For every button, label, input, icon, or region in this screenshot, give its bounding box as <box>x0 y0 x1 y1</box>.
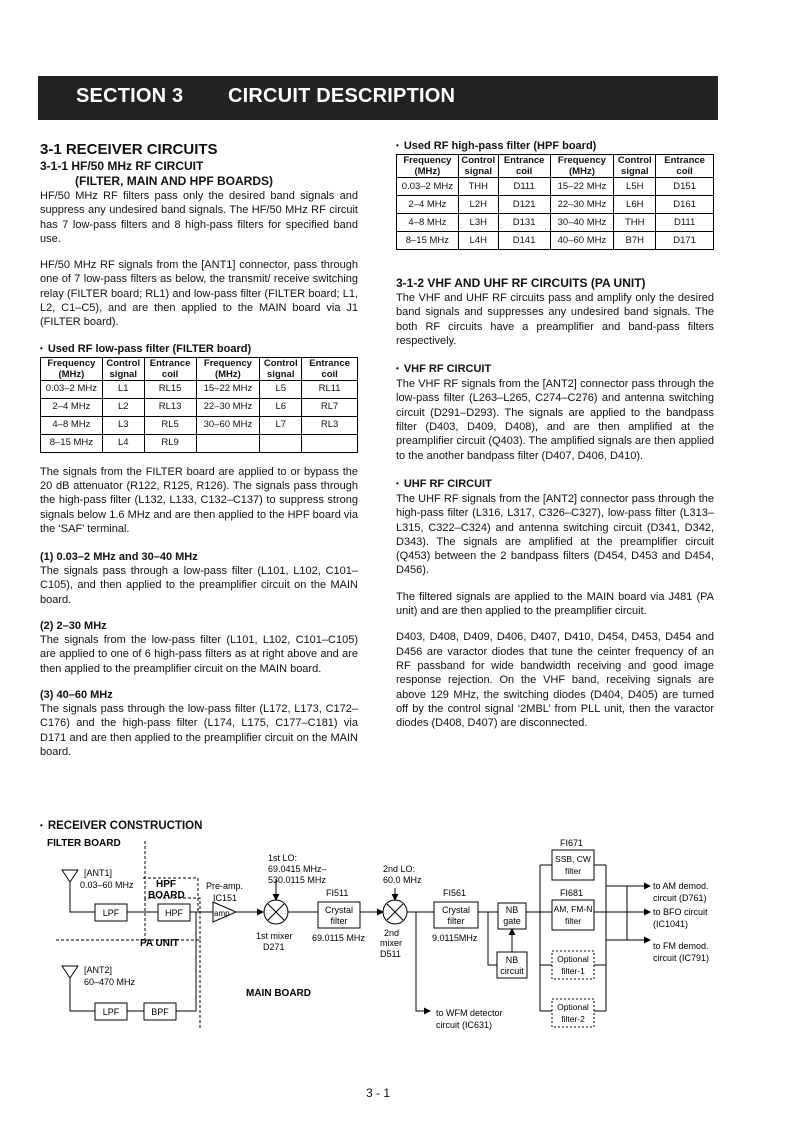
table-header-cell: Control signal <box>260 357 302 380</box>
table-cell: 22–30 MHz <box>196 398 260 416</box>
table-cell: D151 <box>656 178 714 196</box>
fi681-label: FI681 <box>560 888 584 898</box>
lpf2-block: LPF <box>102 1007 120 1017</box>
paragraph: The signals from the low-pass filter (L101, L102, C101–C105) are applied to one of 6 high-pass filters as at right above and are then applied to the preamplifier circuit on the MAIN board. <box>40 634 358 675</box>
section-title: CIRCUIT DESCRIPTION <box>228 85 456 107</box>
amp-block: amp <box>214 909 230 918</box>
table-cell: D111 <box>498 178 550 196</box>
table-header-cell: Frequency (MHz) <box>397 155 459 178</box>
hpf-board-label: HPF <box>156 879 176 890</box>
table-header-cell: Frequency (MHz) <box>196 357 260 380</box>
lo1-freq: 530.0115 MHz <box>268 875 326 885</box>
table-cell: D141 <box>498 232 550 250</box>
table-cell: RL11 <box>302 380 358 398</box>
table-cell: L1 <box>102 380 144 398</box>
heading-vhf: • VHF RF CIRCUIT <box>396 362 714 377</box>
diagram-title: • RECEIVER CONSTRUCTION <box>40 819 202 834</box>
mixer2-ref: D511 <box>380 949 401 959</box>
table-cell: 2–4 MHz <box>397 196 459 214</box>
crystal2-block: filter <box>447 916 465 926</box>
heading-hf-rf-boards: (FILTER, MAIN AND HPF BOARDS) <box>75 174 273 188</box>
section-header <box>38 76 718 120</box>
table-cell: 22–30 MHz <box>550 196 614 214</box>
paragraph: The signals from the FILTER board are applied to or bypass the 20 dB attenuator (R122, R125, R126). The signals pass through the high-pass filter (L132, L133, C132–C137) to suppress strong signals below 1.6 MHz and are then applied to the HPF board via the ‘SAF’ terminal. <box>40 465 358 535</box>
table-cell: L5H <box>614 178 656 196</box>
lpf-table <box>40 357 358 453</box>
mixer1-label: 1st mixer <box>256 931 293 941</box>
preamp-ic: IC151 <box>213 893 238 903</box>
table-cell: THH <box>614 214 656 232</box>
ant2-range: 60–470 MHz <box>84 977 136 987</box>
table-header-cell: Entrance coil <box>302 357 358 380</box>
optional-filter-1: Optional <box>557 954 589 964</box>
table-cell: RL13 <box>144 398 196 416</box>
heading-hf-rf: 3-1-1 HF/50 MHz RF CIRCUIT <box>40 159 204 173</box>
table-cell: L5 <box>260 380 302 398</box>
table-cell: 2–4 MHz <box>41 398 103 416</box>
table-cell: 40–60 MHz <box>550 232 614 250</box>
optional-filter-1: filter-1 <box>561 966 585 976</box>
ant2-label: [ANT2] <box>84 965 113 975</box>
paragraph: HF/50 MHz RF filters pass only the desired band signals and suppress any undesired band signals. The HF/50 MHz RF circuit has 7 low-pass filters and 8 high-pass filters for specified band use. <box>40 190 358 245</box>
mixer2-label: 2nd <box>384 928 400 938</box>
paragraph: D403, D408, D409, D406, D407, D410, D454, D453, D454 and D456 are varactor diodes that tune the ceinter frequency of an RF passband for wide bandwidth receiving and good image response rejection. On the VHF band, receiving signals are above 129 MHz, the switching diodes (D404, D405) are turned off by the control signal ‘2MBL’ from PLL unit, then the varactor diodes (D408, D407) are disconnected. <box>396 631 714 730</box>
table-row <box>41 398 358 416</box>
table-cell: 0.03–2 MHz <box>397 178 459 196</box>
lpf-table-title: • Used RF low-pass filter (FILTER board) <box>40 342 358 357</box>
lo1-freq: 69.0415 MHz– <box>268 864 327 874</box>
table-cell <box>260 434 302 452</box>
table-row <box>41 416 358 434</box>
page-number: 3 - 1 <box>366 1086 391 1100</box>
table-cell: 4–8 MHz <box>397 214 459 232</box>
hpf-board-label: BOARD <box>148 890 185 901</box>
nb-circuit-block: circuit <box>500 966 524 976</box>
table-cell: RL15 <box>144 380 196 398</box>
table-cell: RL5 <box>144 416 196 434</box>
table-cell: L2 <box>102 398 144 416</box>
hpf-table-title: • Used RF high-pass filter (HPF board) <box>396 139 714 154</box>
nb-gate-block: gate <box>503 916 521 926</box>
table-cell: 8–15 MHz <box>397 232 459 250</box>
table-header-cell: Entrance coil <box>144 357 196 380</box>
optional-filter-2: filter-2 <box>561 1014 585 1024</box>
heading-vhf-uhf: 3-1-2 VHF AND UHF RF CIRCUITS (PA UNIT) <box>396 276 646 290</box>
hpf-block: HPF <box>165 908 183 918</box>
table-cell: 15–22 MHz <box>196 380 260 398</box>
table-cell: D161 <box>656 196 714 214</box>
fm-demod-output: to FM demod. <box>653 941 709 951</box>
main-board-label: MAIN BOARD <box>246 988 311 999</box>
table-header-cell: Control signal <box>458 155 498 178</box>
table-row <box>397 214 714 232</box>
table-cell <box>302 434 358 452</box>
table-row <box>41 380 358 398</box>
table-cell: B7H <box>614 232 656 250</box>
table-row <box>41 434 358 452</box>
left-column <box>40 141 358 759</box>
nb-gate-block: NB <box>505 905 519 915</box>
fi561-label: FI561 <box>443 888 467 898</box>
bfo-output: (IC1041) <box>653 919 689 929</box>
table-cell: RL3 <box>302 416 358 434</box>
heading-uhf: • UHF RF CIRCUIT <box>396 477 714 492</box>
table-cell: THH <box>458 178 498 196</box>
paragraph: The VHF RF signals from the [ANT2] connector pass through the low-pass filter (L263–L265, C274–C276) and antenna switching circuit (D291–D293). The signals are applied to the bandpass filter (D403, D409, D408), and are then amplified at the preamplifier circuit (Q403). The amplified signals are then applied to the another bandpass filter (D407, D406, D410). <box>396 378 714 462</box>
table-cell: D111 <box>656 214 714 232</box>
table-cell: D121 <box>498 196 550 214</box>
mixer1-ref: D271 <box>263 942 285 952</box>
crystal1-block: Crystal <box>324 905 354 915</box>
lo2-label: 2nd LO: <box>383 864 416 874</box>
wfm-output: circuit (IC631) <box>436 1020 493 1030</box>
receiver-block-diagram <box>0 830 793 1040</box>
ant1-label: [ANT1] <box>84 868 113 878</box>
table-cell: D171 <box>656 232 714 250</box>
ssb-filter-block: filter <box>564 866 582 876</box>
paragraph: The UHF RF signals from the [ANT2] connector pass through the high-pass filter (L316, L317, C326–C327), low-pass filter (L313–L315, C322–C324) and antenna switching circuit (D341, D342, D343). The signals are amplified at the preamplifier circuit (Q453) between the 2 bandpass filters (D454, D453 and D454, D456). <box>396 492 714 577</box>
paragraph: The VHF and UHF RF circuits pass and amplify only the desired band signals and suppresses any undesired band signals. The both RF circuits have a preamplifier and band-pass filters respectively. <box>396 292 714 347</box>
subheading: (1) 0.03–2 MHz and 30–40 MHz <box>40 551 198 564</box>
table-cell: 30–40 MHz <box>550 214 614 232</box>
ssb-filter-block: SSB, CW <box>555 854 591 864</box>
table-cell: 4–8 MHz <box>41 416 103 434</box>
optional-filter-2: Optional <box>557 1002 589 1012</box>
table-cell <box>196 434 260 452</box>
table-cell: L7 <box>260 416 302 434</box>
paragraph: The signals pass through the low-pass filter (L172, L173, C172–C176) and the high-pass filter (L174, L175, C177–C181) via D171 and are then applied to the preamplifier circuit on the MAIN board. <box>40 702 358 758</box>
table-cell: L4 <box>102 434 144 452</box>
table-cell: RL9 <box>144 434 196 452</box>
am-filter-block: filter <box>564 916 582 926</box>
wfm-output: to WFM detector <box>436 1008 503 1018</box>
table-cell: D131 <box>498 214 550 232</box>
fi511-label: FI511 <box>326 888 349 898</box>
table-header-cell: Entrance coil <box>498 155 550 178</box>
table-row <box>397 178 714 196</box>
table-header-cell: Entrance coil <box>656 155 714 178</box>
bfo-output: to BFO circuit <box>653 907 708 917</box>
table-header-cell: Control signal <box>614 155 656 178</box>
filter-board-label: FILTER BOARD <box>47 838 121 849</box>
fm-demod-output: circuit (IC791) <box>653 953 710 963</box>
heading-receiver-circuits: 3-1 RECEIVER CIRCUITS <box>40 141 218 158</box>
if2-freq: 9.0115MHz <box>432 933 478 943</box>
table-header-cell: Frequency (MHz) <box>41 357 103 380</box>
right-column <box>396 139 714 730</box>
am-filter-block: AM, FM-N <box>553 904 593 914</box>
table-row <box>397 232 714 250</box>
table-header-cell: Control signal <box>102 357 144 380</box>
table-cell: 8–15 MHz <box>41 434 103 452</box>
pa-unit-label: PA UNIT <box>140 938 179 949</box>
table-header-cell: Frequency (MHz) <box>550 155 614 178</box>
preamp-label: Pre-amp. <box>206 881 244 891</box>
table-cell: L3H <box>458 214 498 232</box>
table-cell: 0.03–2 MHz <box>41 380 103 398</box>
hpf-table <box>396 154 714 250</box>
section-number: SECTION 3 <box>76 85 184 107</box>
table-cell: RL7 <box>302 398 358 416</box>
table-cell: L2H <box>458 196 498 214</box>
table-row <box>397 196 714 214</box>
table-cell: L4H <box>458 232 498 250</box>
lpf-block: LPF <box>102 908 120 918</box>
nb-circuit-block: NB <box>505 955 519 965</box>
fi671-label: FI671 <box>560 838 584 848</box>
am-demod-output: circuit (D761) <box>653 893 707 903</box>
table-cell: 30–60 MHz <box>196 416 260 434</box>
am-demod-output: to AM demod. <box>653 881 709 891</box>
subheading: (3) 40–60 MHz <box>40 688 113 701</box>
bpf-block: BPF <box>151 1007 169 1017</box>
subheading: (2) 2–30 MHz <box>40 620 107 633</box>
table-cell: L6 <box>260 398 302 416</box>
table-cell: L6H <box>614 196 656 214</box>
crystal2-block: Crystal <box>441 905 471 915</box>
if1-freq: 69.0115 MHz <box>312 933 365 943</box>
paragraph: The filtered signals are applied to the MAIN board via J481 (PA unit) and are then applied to the preamplifier circuit. <box>396 590 714 618</box>
ant1-range: 0.03–60 MHz <box>80 880 134 890</box>
crystal1-block: filter <box>330 916 348 926</box>
lo1-label: 1st LO: <box>268 853 298 863</box>
table-cell: L3 <box>102 416 144 434</box>
paragraph: The signals pass through a low-pass filter (L101, L102, C101–C105), and then applied to the preamplifier circuit on the MAIN board. <box>40 565 358 606</box>
paragraph: HF/50 MHz RF signals from the [ANT1] connector, pass through one of 7 low-pass filters as below, the transmit/ receive switching relay (FILTER board; RL1) and low-pass filter (FILTER board; L1, L2, C1–C5), and are then applied to the MAIN board via J1 (FILTER board). <box>40 259 358 329</box>
mixer2-label: mixer <box>380 938 402 948</box>
table-cell: 15–22 MHz <box>550 178 614 196</box>
lo2-freq: 60.0 MHz <box>383 875 422 885</box>
